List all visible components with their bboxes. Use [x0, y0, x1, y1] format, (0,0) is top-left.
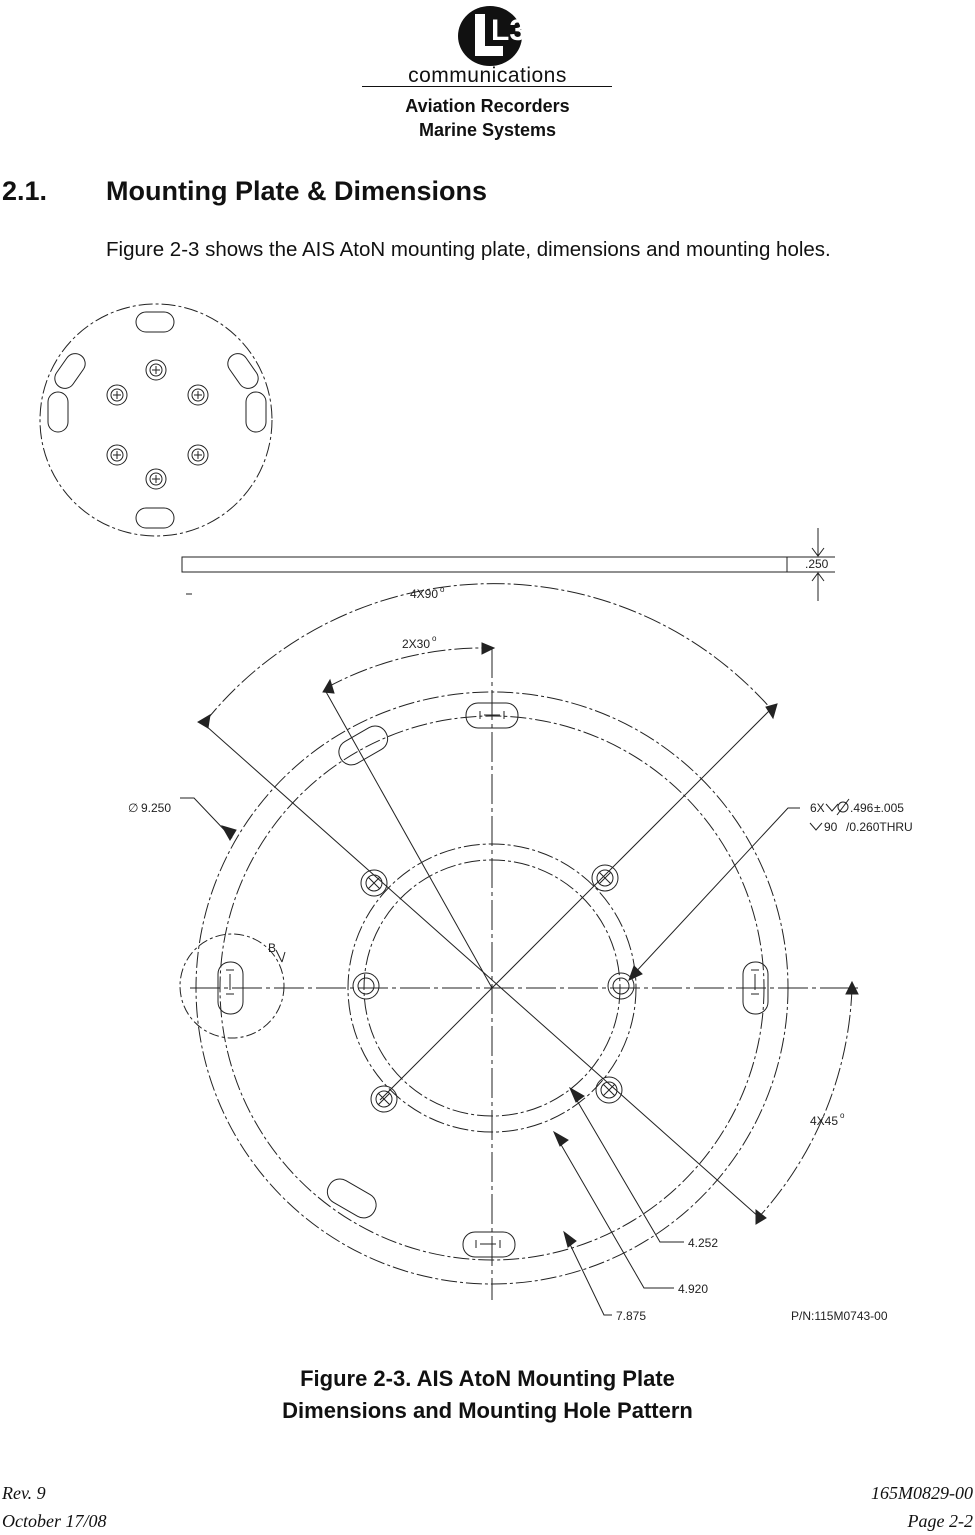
logo-divider [362, 86, 612, 87]
l3-logo-mark [455, 4, 525, 68]
angle-4x90-degree: o [440, 585, 445, 594]
angle-4x45-degree: o [840, 1111, 845, 1120]
intro-paragraph: Figure 2-3 shows the AIS AtoN mounting plate, dimensions and mounting holes. [106, 238, 831, 261]
part-number: P/N:115M0743-00 [791, 1309, 888, 1323]
dimension-4920: 4.920 [678, 1282, 709, 1296]
small-holes [107, 360, 208, 489]
hole-callout-count: 6X [810, 801, 825, 815]
diameter-symbol: ∅ [128, 801, 139, 815]
footer-doc-number: 165M0829-00 [871, 1483, 973, 1503]
thickness-label: .250 [805, 557, 829, 571]
hole-callout-angle: 90 [824, 820, 838, 834]
detail-b-label: B [268, 941, 277, 955]
angle-2x30-label: 2X30 [402, 637, 431, 651]
section-number: 2.1. [2, 176, 48, 206]
plate-top-view-small [40, 304, 272, 536]
hole-callout-diameter: .496 [850, 801, 874, 815]
dimension-7875: 7.875 [616, 1309, 647, 1323]
hole-callout-depth: /0.260THRU [846, 820, 913, 834]
angle-dimensions [198, 584, 858, 1224]
plate-main-view [180, 648, 860, 1300]
figure-caption-line1: Figure 2-3. AIS AtoN Mounting Plate [300, 1366, 675, 1391]
division-aviation: Aviation Recorders [405, 96, 570, 116]
figure-caption-line2: Dimensions and Mounting Hole Pattern [282, 1398, 693, 1423]
angle-4x90-label: 4X90 [410, 587, 439, 601]
footer-page-number: Page 2-2 [907, 1511, 973, 1531]
mounting-plate-drawing [0, 280, 975, 1340]
footer-date: October 17/08 [2, 1511, 107, 1531]
l3-logo [455, 4, 525, 68]
division-marine: Marine Systems [418, 120, 557, 140]
section-title: Mounting Plate & Dimensions [106, 176, 488, 206]
logo-wordmark: communications [408, 64, 567, 87]
plate-side-profile [182, 528, 835, 601]
outer-diameter-label: 9.250 [141, 801, 172, 815]
angle-4x45-label: 4X45 [810, 1114, 839, 1128]
dimension-4252: 4.252 [688, 1236, 719, 1250]
hole-callout-tolerance: ±.005 [874, 801, 904, 815]
footer-revision: Rev. 9 [2, 1483, 46, 1503]
logo-mark-text: L3 [491, 14, 525, 47]
angle-2x30-degree: o [432, 634, 437, 643]
